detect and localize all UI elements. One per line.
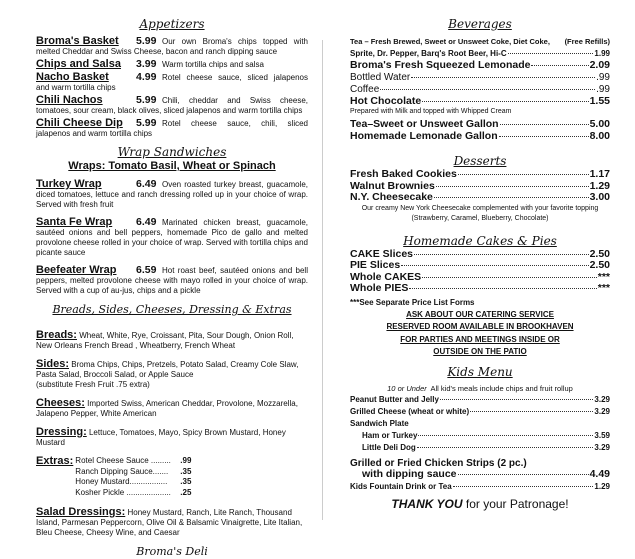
extra-name: Honey Mustard.................: [75, 477, 168, 486]
row-price: 1.29: [589, 179, 610, 192]
price-row: [350, 119, 610, 131]
row-price: 1.17: [589, 168, 610, 180]
item-price: 6.49: [136, 178, 157, 190]
beverages-list: [350, 36, 610, 142]
kids-note-text: All kid's meals include chips and fruit rollup: [430, 383, 573, 393]
menu-item: [36, 58, 308, 70]
appetizers-title: Appetizers: [139, 17, 205, 31]
price-row: [350, 131, 610, 143]
kids-age: 10 or Under: [387, 383, 427, 393]
item-name: Chili Nachos: [36, 94, 103, 106]
dot-leader: [436, 186, 589, 187]
extra-item: [75, 488, 191, 499]
option-text: Wheat, White, Rye, Croissant, Pita, Sour Dough, Onion Roll, New Orleans French Bread , Wheatberry, French Wheat: [36, 331, 294, 350]
dot-leader: [531, 65, 588, 66]
price-row: [350, 192, 610, 204]
menu-item: [36, 71, 308, 93]
option-text: Lettuce, Tomatoes, Mayo, Spicy Brown Mustard, Honey Mustard: [36, 428, 286, 447]
free-refills: (Free Refills): [564, 37, 610, 46]
row-price: 3.00: [589, 191, 610, 203]
dot-leader: [414, 254, 589, 255]
row-name: Grilled Cheese (wheat or white): [350, 406, 470, 416]
item-price: 3.99: [136, 58, 157, 70]
row-name: with dipping sauce: [362, 468, 457, 480]
row-price: .99: [596, 71, 610, 83]
row-name: Sandwich Plate: [350, 418, 409, 428]
options-title: Breads, Sides, Cheeses, Dressing & Extras: [52, 303, 292, 316]
dot-leader: [508, 53, 594, 54]
item-price: 5.99: [136, 117, 157, 129]
row-name: Whole PIES: [350, 282, 409, 294]
cakes-title: Homemade Cakes & Pies: [403, 233, 557, 248]
item-name: Santa Fe Wrap: [36, 216, 113, 228]
item-name: Broma's Basket: [36, 35, 119, 47]
dot-leader: [401, 265, 588, 266]
menu-item: [36, 35, 308, 57]
option-group: [36, 329, 308, 351]
row-name: Coffee: [350, 83, 380, 95]
option-group: [36, 397, 308, 419]
row-price: 2.50: [589, 247, 610, 260]
row-price: 5.00: [589, 118, 610, 130]
extra-price: .35: [180, 466, 192, 476]
row-name: Bottled Water: [350, 71, 411, 83]
extras-label: Extras:: [36, 455, 74, 467]
price-row: [362, 469, 610, 481]
item-name: Beefeater Wrap: [36, 264, 117, 276]
item-description: Hot roast beef, sautéed onions and bell peppers, melted provolone cheese with mayo rolled in your choice of wrap. Served with a cup of au-jus, chips and a pickle: [36, 266, 308, 295]
item-name: Nacho Basket: [36, 71, 109, 83]
catering-notice: [350, 309, 610, 359]
item-price: 5.99: [136, 35, 157, 47]
option-text: Broma Chips, Chips, Pretzels, Potato Salad, Creamy Cole Slaw, Pasta Salad, Broccoli Salad, or Apple Sauce: [36, 360, 299, 379]
dot-leader: [380, 89, 595, 90]
price-row: [350, 430, 610, 442]
salad-text: Honey Mustard, Ranch, Lite Ranch, Thousand Island, Parmesan Peppercorn, Olive Oil & Balsamic Vinaigrette, Lite Italian, Bleu Cheese, Cheesy Wine, and Caesar: [36, 508, 303, 537]
item-price: 4.99: [136, 71, 157, 83]
row-price: 3.59: [594, 430, 610, 440]
row-name: N.Y. Cheesecake: [350, 191, 433, 203]
item-description: Our own Broma's chips topped with melted Cheddar and Swiss Cheese, bacon and ranch dipping sauce: [36, 37, 308, 56]
price-row: [350, 283, 610, 295]
row-name: Kids Fountain Drink or Tea: [350, 481, 452, 491]
price-row: [350, 394, 610, 406]
catering-line: RESERVED ROOM AVAILABLE IN BROOKHAVEN: [386, 322, 574, 331]
left-column: [36, 0, 308, 559]
thank-you: [350, 497, 610, 511]
catering-line: FOR PARTIES AND MEETINGS INSIDE OR: [400, 334, 560, 344]
menu-item: [36, 117, 308, 139]
row-name: Walnut Brownies: [350, 179, 435, 192]
row-price: 4.49: [589, 468, 610, 480]
extra-price: .35: [180, 477, 192, 486]
wraps-list: [36, 178, 308, 296]
dot-leader: [458, 474, 589, 475]
wraps-title: Wrap Sandwiches: [117, 145, 227, 159]
price-row: [350, 84, 610, 96]
price-row: [350, 260, 610, 272]
desserts-list: [350, 169, 610, 204]
row-name: Whole CAKES: [350, 270, 422, 283]
chicken-strips: Grilled or Fried Chicken Strips (2 pc.): [350, 457, 527, 469]
catering-line: ASK ABOUT OUR CATERING SERVICE: [406, 309, 554, 319]
extra-price: .25: [180, 487, 192, 497]
row-name: Sprite, Dr. Pepper, Barq's Root Beer, Hi-C: [350, 49, 507, 58]
row-name: CAKE Slices: [350, 247, 414, 260]
catering-line: OUTSIDE ON THE PATIO: [433, 347, 527, 356]
price-row: [350, 442, 610, 454]
item-name: Turkey Wrap: [36, 178, 102, 190]
price-row: [350, 60, 610, 72]
dot-leader: [411, 77, 595, 78]
extra-item: [75, 477, 191, 488]
row-name: Broma's Fresh Squeezed Lemonade: [350, 59, 531, 71]
row-price: 3.29: [594, 394, 610, 404]
option-label: Breads:: [36, 329, 77, 341]
thank-you-bold: THANK YOU: [391, 496, 463, 511]
dot-leader: [500, 124, 589, 125]
row-price: 1.99: [594, 49, 610, 58]
row-price: 8.00: [589, 129, 610, 142]
right-column: [350, 0, 610, 511]
options-list: [36, 329, 308, 448]
dot-leader: [434, 197, 589, 198]
price-row: [350, 481, 610, 493]
dot-leader: [499, 136, 589, 137]
extra-price: .99: [180, 456, 192, 465]
page-fold: [322, 40, 323, 520]
item-name: Chili Cheese Dip: [36, 117, 123, 129]
row-name: Fresh Baked Cookies: [350, 168, 457, 180]
row-name: Peanut Butter and Jelly: [350, 394, 439, 404]
thank-you-rest: for your Patronage!: [462, 496, 569, 511]
menu-item: [36, 264, 308, 296]
dot-leader: [458, 174, 589, 175]
wraps-subtitle: Wraps: Tomato Basil, Wheat or Spinach: [68, 160, 276, 172]
price-row: [350, 72, 610, 84]
cheesecake-note: Our creamy New York Cheesecake complemented with your favorite topping (Strawberry, Caramel, Blueberry, Chocolate): [361, 204, 599, 222]
item-description: Warm tortilla chips and salsa: [162, 60, 264, 69]
dot-leader: [418, 435, 593, 436]
row-name: Tea–Sweet or Unsweet Gallon: [350, 118, 499, 130]
item-description: Chili, cheddar and Swiss cheese, tomatoes, sour cream, black olives, sliced jalapenos and warm tortilla chips: [36, 96, 308, 115]
extra-name: Rotel Cheese Sauce .........: [75, 456, 171, 465]
price-row: [350, 96, 610, 108]
item-description: Rotel cheese sauce, sliced jalapenos and warm tortilla chips: [36, 73, 308, 92]
row-price: 1.55: [589, 94, 610, 107]
dot-leader: [470, 411, 593, 412]
row-price: .99: [596, 83, 610, 95]
option-text: Imported Swiss, American Cheddar, Provolone, Mozzarella, Jalapeno Pepper, White American: [36, 399, 298, 418]
price-row: [350, 169, 610, 181]
salad-label: Salad Dressings:: [36, 506, 126, 518]
kids-drink: [350, 481, 610, 493]
extra-item: [75, 467, 191, 478]
option-group: [36, 358, 308, 390]
tea-line-text: Tea – Fresh Brewed, Sweet or Unsweet Coke, Diet Coke,: [350, 37, 550, 46]
item-price: 6.59: [136, 264, 157, 276]
dot-leader: [422, 277, 597, 278]
price-row: [350, 418, 610, 430]
row-name: Little Deli Dog: [362, 442, 416, 452]
option-label: Sides:: [36, 358, 70, 370]
cakes-list: [350, 249, 610, 295]
row-name: Ham or Turkey: [362, 430, 418, 440]
dot-leader: [417, 447, 594, 448]
extras-block: [36, 455, 308, 498]
option-note: (substitute Fresh Fruit .75 extra): [36, 380, 150, 389]
item-description: Oven roasted turkey breast, guacamole, diced tomatoes, lettuce and ranch dressing rolled up in your choice of wrap. Served with fresh fruit: [36, 180, 308, 209]
item-price: 6.49: [136, 216, 157, 228]
item-name: Chips and Salsa: [36, 58, 121, 70]
item-description: Marinated chicken breast, guacamole, sautéed onions and bell peppers, homemade Pico de gallo and melted provolone cheese rolled in your choice of wrap. Served with tortilla chips and picante sauce: [36, 218, 308, 257]
extra-name: Kosher Pickle ....................: [75, 487, 171, 497]
row-name: PIE Slices: [350, 259, 401, 271]
menu-item: [36, 216, 308, 258]
row-name: Homemade Lemonade Gallon: [350, 129, 498, 142]
row-price: ***: [597, 282, 610, 294]
salad-dressings: [36, 506, 308, 538]
kids-note: [350, 384, 610, 394]
beverages-title: Beverages: [448, 17, 512, 31]
option-group: [36, 426, 308, 448]
dot-leader: [440, 399, 594, 400]
option-label: Cheeses:: [36, 397, 85, 409]
row-price: 1.29: [594, 481, 610, 491]
price-list-note: ***See Separate Price List Forms: [350, 297, 475, 307]
row-name: Hot Chocolate: [350, 94, 422, 107]
extra-item: [75, 456, 191, 467]
dot-leader: [453, 486, 594, 487]
kids-title: Kids Menu: [447, 364, 513, 379]
desserts-title: Desserts: [453, 154, 507, 168]
extra-name: Ranch Dipping Sauce.......: [75, 466, 169, 476]
kids-list: [350, 394, 610, 454]
menu-item: [36, 178, 308, 210]
item-description: Rotel cheese sauce, chili, sliced jalapenos and warm tortilla chips: [36, 119, 308, 138]
row-price: 2.09: [589, 59, 610, 71]
chicken-dipping: [350, 469, 610, 481]
row-price: 3.29: [594, 406, 610, 416]
tea-line: [350, 36, 610, 48]
price-row: [350, 406, 610, 418]
row-price: 3.29: [594, 442, 610, 452]
dot-leader: [409, 288, 596, 289]
appetizers-list: [36, 35, 308, 139]
option-label: Dressing:: [36, 426, 87, 438]
deli-name: Broma's Deli: [136, 545, 208, 558]
dot-leader: [422, 101, 588, 102]
row-price: ***: [597, 270, 610, 283]
row-price: 2.50: [589, 259, 610, 271]
item-price: 5.99: [136, 94, 157, 106]
hot-chocolate-note: Prepared with Milk and topped with Whipped Cream: [350, 108, 512, 115]
menu-item: [36, 94, 308, 116]
